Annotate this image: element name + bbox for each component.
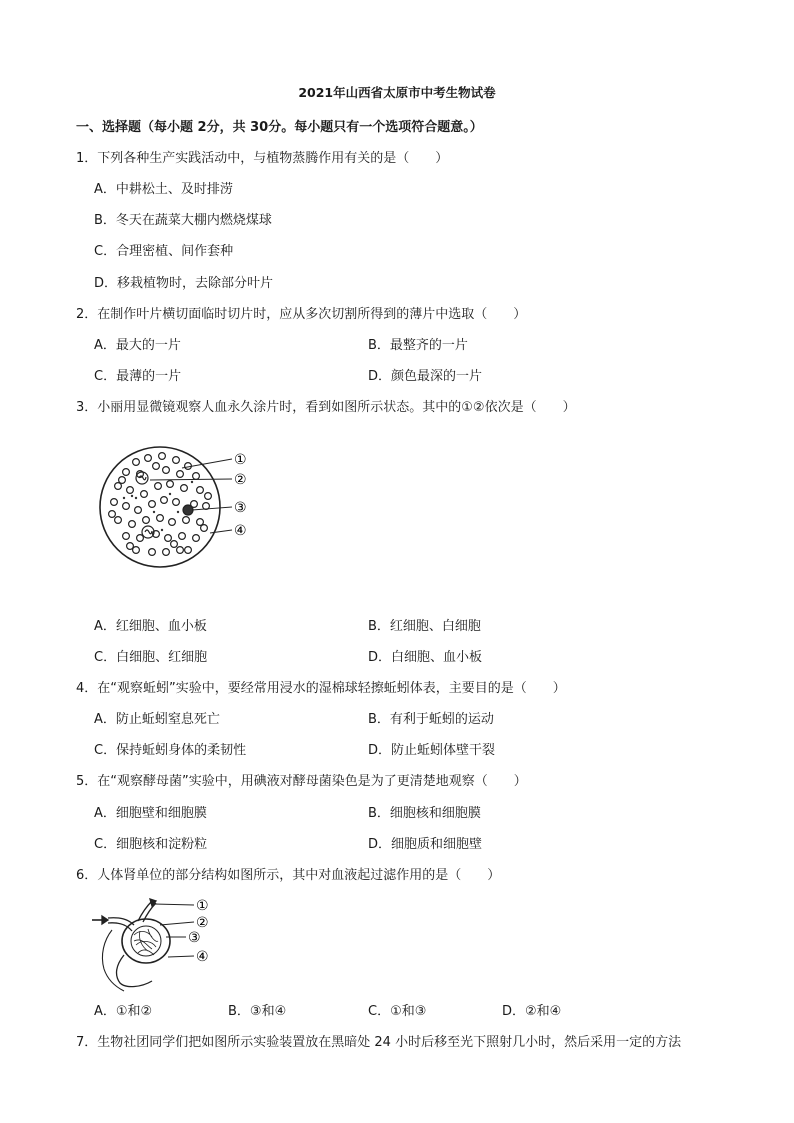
question-2-stem: 2．在制作叶片横切面临时切片时，应从多次切割所得到的薄片中选取（ ） [76,307,527,322]
question-3-option-c: C．白细胞、红细胞 [94,650,208,665]
question-3-option-a: A．红细胞、血小板 [94,619,207,634]
field-of-view-circle [100,447,220,567]
red-blood-cell [155,483,162,490]
red-blood-cell [137,535,144,542]
red-blood-cell [173,499,180,506]
blood-smear-figure [96,440,266,580]
red-blood-cell [193,535,200,542]
red-blood-cell [161,497,168,504]
red-blood-cell [163,467,170,474]
question-2-option-b: B．最整齐的一片 [368,338,468,353]
question-6-stem: 6．人体肾单位的部分结构如图所示，其中对血液起过滤作用的是（ ） [76,868,501,883]
question-2-option-d: D．颜色最深的一片 [368,369,483,384]
red-blood-cell [135,507,142,514]
label-3: ③ [234,500,247,516]
red-blood-cell [123,533,130,540]
white-blood-cell-nucleus [145,530,152,534]
red-blood-cell [171,541,178,548]
question-4-option-c: C．保持蚯蚓身体的柔韧性 [94,743,247,758]
red-blood-cell [133,459,140,466]
stained-cell [183,505,193,515]
question-5-stem: 5．在“观察酵母菌”实验中，用碘液对酵母菌染色是为了更清楚地观察（ ） [76,774,527,789]
question-1-option-c: C．合理密植、间作套种 [94,244,234,259]
question-5-option-c: C．细胞核和淀粉粒 [94,837,208,852]
label-1: ① [234,452,247,468]
nephron-label-4: ④ [196,949,209,965]
red-blood-cell [129,521,136,528]
question-4-stem: 4．在“观察蚯蚓”实验中，要经常用浸水的湿棉球轻擦蚯蚓体表，主要目的是（ ） [76,681,566,696]
red-blood-cell [205,493,212,500]
question-3-option-b: B．红细胞、白细胞 [368,619,481,634]
red-blood-cell [149,549,156,556]
red-blood-cell [177,547,184,554]
label-4: ④ [234,523,247,539]
red-blood-cell [173,457,180,464]
question-5-option-a: A．细胞壁和细胞膜 [94,806,207,821]
red-blood-cell [123,469,130,476]
leader-line-3 [192,507,232,510]
question-1-stem: 1．下列各种生产实践活动中，与植物蒸腾作用有关的是（ ） [76,151,449,166]
platelet [123,497,125,499]
nephron-drawing [92,899,170,991]
question-6-option-d: D．②和④ [502,1004,562,1019]
red-blood-cell [141,491,148,498]
nephron-leader-1 [154,904,194,905]
platelet [169,493,171,495]
red-blood-cell [165,535,172,542]
efferent-arrow-head [150,899,156,906]
red-blood-cell [159,453,166,460]
question-4-option-b: B．有利于蚯蚓的运动 [368,712,494,727]
red-blood-cell [153,463,160,470]
red-blood-cell [119,477,126,484]
red-blood-cell [169,519,176,526]
red-blood-cell [185,547,192,554]
red-blood-cell [123,503,130,510]
question-4-option-d: D．防止蚯蚓体壁干裂 [368,743,496,758]
red-blood-cell [127,487,134,494]
question-2-option-c: C．最薄的一片 [94,369,182,384]
question-3-stem: 3．小丽用显微镜观察人血永久涂片时，看到如图所示状态。其中的①②依次是（ ） [76,400,576,415]
platelet [161,529,163,531]
microscope-field [100,447,220,567]
red-blood-cell [163,549,170,556]
question-6-option-c: C．①和③ [368,1004,427,1019]
platelet [191,481,193,483]
red-blood-cell [183,517,190,524]
platelet [131,495,133,497]
question-5-option-d: D．细胞质和细胞壁 [368,837,483,852]
page-title: 2021年山西省太原市中考生物试卷 [298,85,496,100]
question-2-option-a: A．最大的一片 [94,338,181,353]
leader-line-2 [150,479,232,480]
capillary-loops [134,929,158,955]
nephron-label-1: ① [196,898,209,914]
red-blood-cell [179,533,186,540]
red-blood-cell [185,463,192,470]
question-1-option-a: A．中耕松土、及时排涝 [94,182,233,197]
red-blood-cell [177,471,184,478]
question-1-option-b: B．冬天在蔬菜大棚内燃烧煤球 [94,213,272,228]
nephron-leader-4 [168,956,194,957]
red-blood-cell [145,455,152,462]
nephron-figure [90,895,230,995]
question-6-option-b: B．③和④ [228,1004,287,1019]
label-2: ② [234,472,247,488]
red-blood-cell [143,517,150,524]
red-blood-cell [197,487,204,494]
red-blood-cell [201,525,208,532]
red-blood-cell [149,501,156,508]
blood-in-arrow-head [102,916,108,924]
red-blood-cell [157,515,164,522]
nephron-leader-2 [160,922,194,925]
red-blood-cell [167,481,174,488]
question-6-option-a: A．①和② [94,1004,153,1019]
platelet [177,511,179,513]
question-7-stem: 7．生物社团同学们把如图所示实验装置放在黑暗处 24 小时后移至光下照射几小时，然后采用一定的方法 [76,1035,682,1050]
red-blood-cell [111,499,118,506]
platelet [135,497,137,499]
question-1-option-d: D．移栽植物时，去除部分叶片 [94,276,274,291]
nephron-label-2: ② [196,915,209,931]
red-blood-cell [115,517,122,524]
red-blood-cell [127,543,134,550]
nephron-label-3: ③ [188,930,201,946]
red-blood-cell [109,511,116,518]
red-blood-cell [193,473,200,480]
red-blood-cell [181,485,188,492]
question-4-option-a: A．防止蚯蚓窒息死亡 [94,712,220,727]
platelet [153,511,155,513]
leader-line-4 [210,530,232,533]
question-5-option-b: B．细胞核和细胞膜 [368,806,481,821]
section-heading: 一、选择题（每小题 2分，共 30分。每小题只有一个选项符合题意。） [76,120,483,135]
question-3-option-d: D．白细胞、血小板 [368,650,483,665]
